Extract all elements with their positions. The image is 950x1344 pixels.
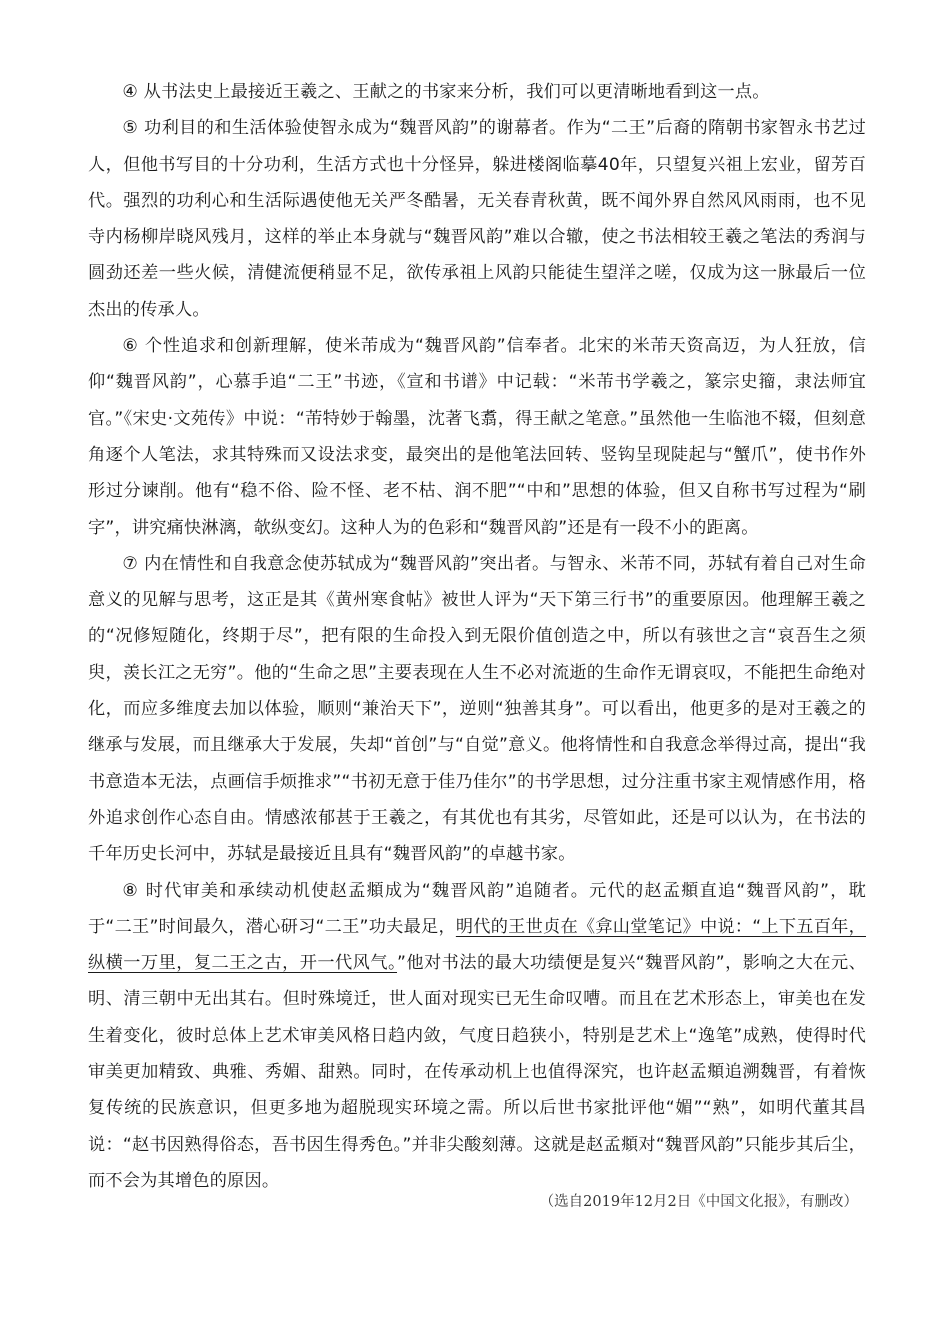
paragraph-7: ⑦ 内在情性和自我意念使苏轼成为“魏晋风韵”突出者。与智永、米芾不同，苏轼有着自己对生命意义的见解与思考，这正是其《黄州寒食帖》被世人评为“天下第三行书”的重要原因。他理解王羲之的“况修短随化，终期于尽”，把有限的生命投入到无限价值创造之中，所以有骇世之言“哀吾生之须臾，羡长江之无穷”。他的“生命之思”主要表现在人生不必对流逝的生命作无谓哀叹，不能把生命绝对化，而应多维度去加以体验，顺则“兼治天下”，逆则“独善其身”。可以看出，他更多的是对王羲之的继承与发展，而且继承大于发展，失却“首创”与“自觉”意义。他将情性和自我意念举得过高，提出“我书意造本无法，点画信手烦推求”“书初无意于佳乃佳尔”的书学思想，过分注重书家主观情感作用，格外追求创作心态自由。情感浓郁甚于王羲之，有其优也有其劣，尽管如此，还是可以认为，在书法的千年历史长河中，苏轼是最接近且具有“魏晋风韵”的卓越书家。 [88, 553, 866, 865]
underlined-quote: 明代的王世贞在《弇山堂笔记》中说：“上下五百年，纵横一万里，复二王之古，开一代风气。 [88, 916, 866, 974]
paragraph-5: ⑤ 功利目的和生活体验使智永成为“魏晋风韵”的谢幕者。作为“二王”后裔的隋朝书家智永书艺过人，但他书写目的十分功利，生活方式也十分怪异，躲进楼阁临摹40年，只望复兴祖上宏业，留芳百代。强烈的功利心和生活际遇使他无关严冬酷暑，无关春青秋黄，既不闻外界自然风风雨雨，也不见寺内杨柳岸晓风残月，这样的举止本身就与“魏晋风韵”难以合辙，使之书法相较王羲之笔法的秀润与圆劲还差一些火候，清健流便稍显不足，欲传承祖上风韵只能徒生望洋之嗟，仅成为这一脉最后一位杰出的传承人。 [88, 118, 866, 320]
paragraph-8-end: ”他对书法的最大功绩便是复兴“魏晋风韵”，影响之大在元、明、清三朝中无出其右。但时殊境迁，世人面对现实已无生命叹嘈。而且在艺术形态上，审美也在发生着变化，彼时总体上艺术审美风格日趋内敛，气度日趋狭小，特别是艺术上“逸笔”成熟，使得时代审美更加精致、典雅、秀媚、甜熟。同时，在传承动机上也值得深究，也许赵孟頫追溯魏晋，有着恢复传统的民族意识，但更多地为超脱现实环境之需。所以后世书家批评他“媚”“熟”，如明代董其昌说：“赵书因熟得俗态，吾书因生得秀色。”并非尖酸刻薄。这就是赵孟頫对“魏晋风韵”只能步其后尘，而不会为其增色的原因。 [88, 953, 866, 1191]
paragraph-8 [88, 873, 866, 1200]
paragraph-6: ⑥ 个性追求和创新理解，使米芾成为“魏晋风韵”信奉者。北宋的米芾天资高迈，为人狂放，信仰“魏晋风韵”，心慕手追“二王”书迹，《宣和书谱》中记载：“米芾书学羲之，篆宗史籀，隶法师宜官。”《宋史·文苑传》中说：“芾特妙于翰墨，沈著飞翥，得王献之笔意。”虽然他一生临池不辍，但刻意角逐个人笔法，求其特殊而又设法求变，最突出的是他笔法回转、竖钩呈现陡起与“蟹爪”，使书作外形过分谏削。他有“稳不俗、险不怪、老不枯、润不肥”“中和”思想的体验，但又自称书写过程为“刷字”，讲究痛快淋漓，欹纵变幻。这种人为的色彩和“魏晋风韵”还是有一段不小的距离。 [88, 336, 866, 538]
paragraph-4: ④ 从书法史上最接近王羲之、王献之的书家来分析，我们可以更清晰地看到这一点。 [122, 82, 770, 102]
source-citation: （选自2019年12月2日《中国文化报》，有删改） [539, 1194, 858, 1210]
article-body [88, 74, 866, 1199]
paragraph-8-start: ⑧ 时代审美和承续动机使赵孟頫成为“魏晋风韵”追随者。元代的赵孟頫直追“魏晋风韵”，耽于“二王”时间最久，潜心研习“二王”功夫最足， [88, 880, 866, 937]
